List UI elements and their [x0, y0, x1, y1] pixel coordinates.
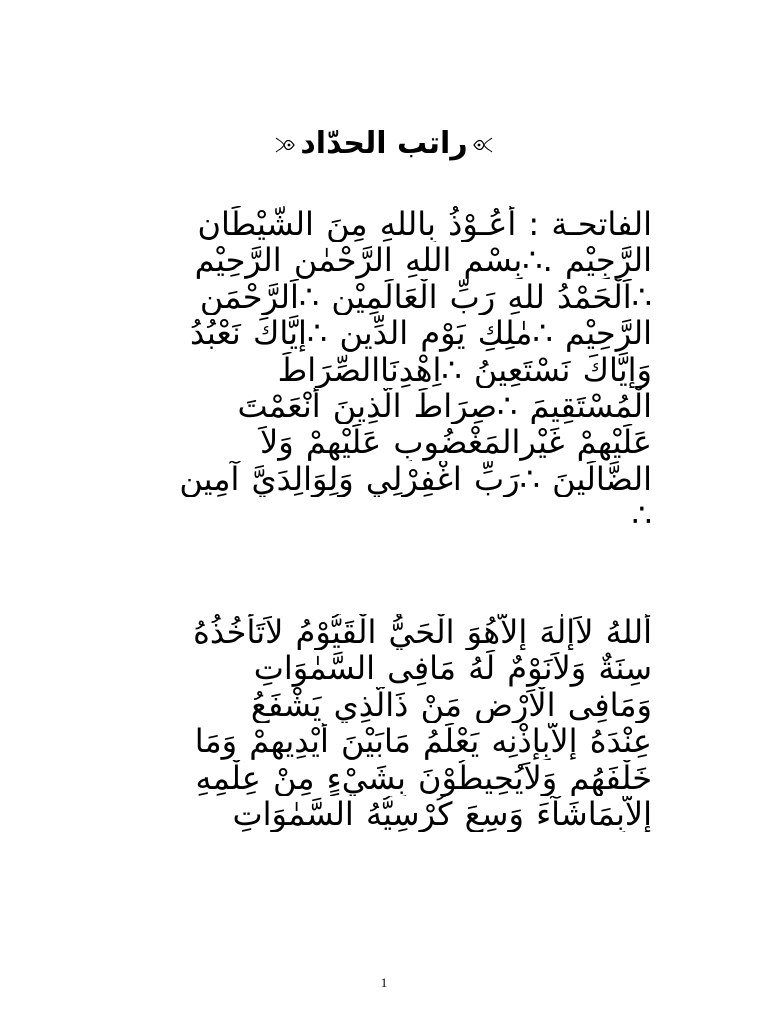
floral-ornament-icon	[274, 134, 296, 156]
text-line: الرَّحِيْمِ ∴مٰلِكِ يَوْمِ الدِّين ∴إِيَّاكَ نَعْبُدُ	[190, 315, 652, 352]
text-line: الرَّجِيْمِ .∴بِسْمِ اللهِ الرَّحْمٰنِ الرَّحِيْمِ	[194, 242, 652, 279]
text-line: عَلَيْهِمْ غَيْرِالمَغْضُوبِ عَلَيْهِمْ وَلاَ	[259, 424, 652, 461]
text-line: إِلاَّبِمَاشَآءَ وَسِعَ كُرْسِيُّهُ السَّمٰوَاتِ	[232, 795, 652, 833]
text-line: وَإِيَّاكَ نَسْتَعِينُ ∴اِهْدِنَاالصِّرَاطَ	[277, 351, 652, 388]
document-title: راتب الحدّاد	[300, 126, 468, 161]
text-line: الضَّالِّينَ ∴رَبِّ اغْفِرْلِي وَلِوَالِدَيَّ آمِين	[179, 460, 652, 498]
document-title-row	[0, 118, 768, 170]
floral-ornament-icon	[472, 134, 494, 156]
text-line: خَلْفَهُم وَلاَيُحِيطُوْنَ بِشَيْءٍ مِنْ عِلْمِهِ	[195, 759, 652, 796]
ayat-al-kursi-paragraph	[118, 614, 652, 832]
text-line: الْمُسْتَقِيمَ ∴صِرَاطَ الَّذِينَ أَنْعَمْتَ	[237, 387, 652, 425]
text-line: الفاتحـة : أَعُـوْذُ بِاللهِ مِنَ الشَّيْطَانِ	[197, 206, 652, 243]
al-fatiha-paragraph	[118, 206, 652, 534]
text-line: وَمَافِى الْاَرْضِ مَنْ ذَالَّذِي يَشْفَعُ	[250, 686, 652, 724]
page-number: 1	[380, 975, 388, 990]
text-line: ∴اَلْحَمْدُ للهِ رَبِّ الْعَالَمِيْن ∴اَلرَّحْمَنِ	[199, 278, 652, 316]
text-line: عِنْدَهُ إِلاَّبِإِذْنِه يَعْلَمُ مَابَيْنَ أَيْدِيهِمْ وَمَا	[194, 723, 652, 760]
text-line: سِنَةٌ وَلاَنَوْمٌ لَهُ مَافِى السَّمٰوَاتِ	[253, 650, 652, 687]
text-line: ∴	[631, 497, 652, 534]
text-line: أَللهُ لاَإِلٰهَ إِلاَّهُوَ الْحَيُّ الْقَيُّوْمُ لاَتَأْخُذُهُ	[193, 614, 652, 651]
